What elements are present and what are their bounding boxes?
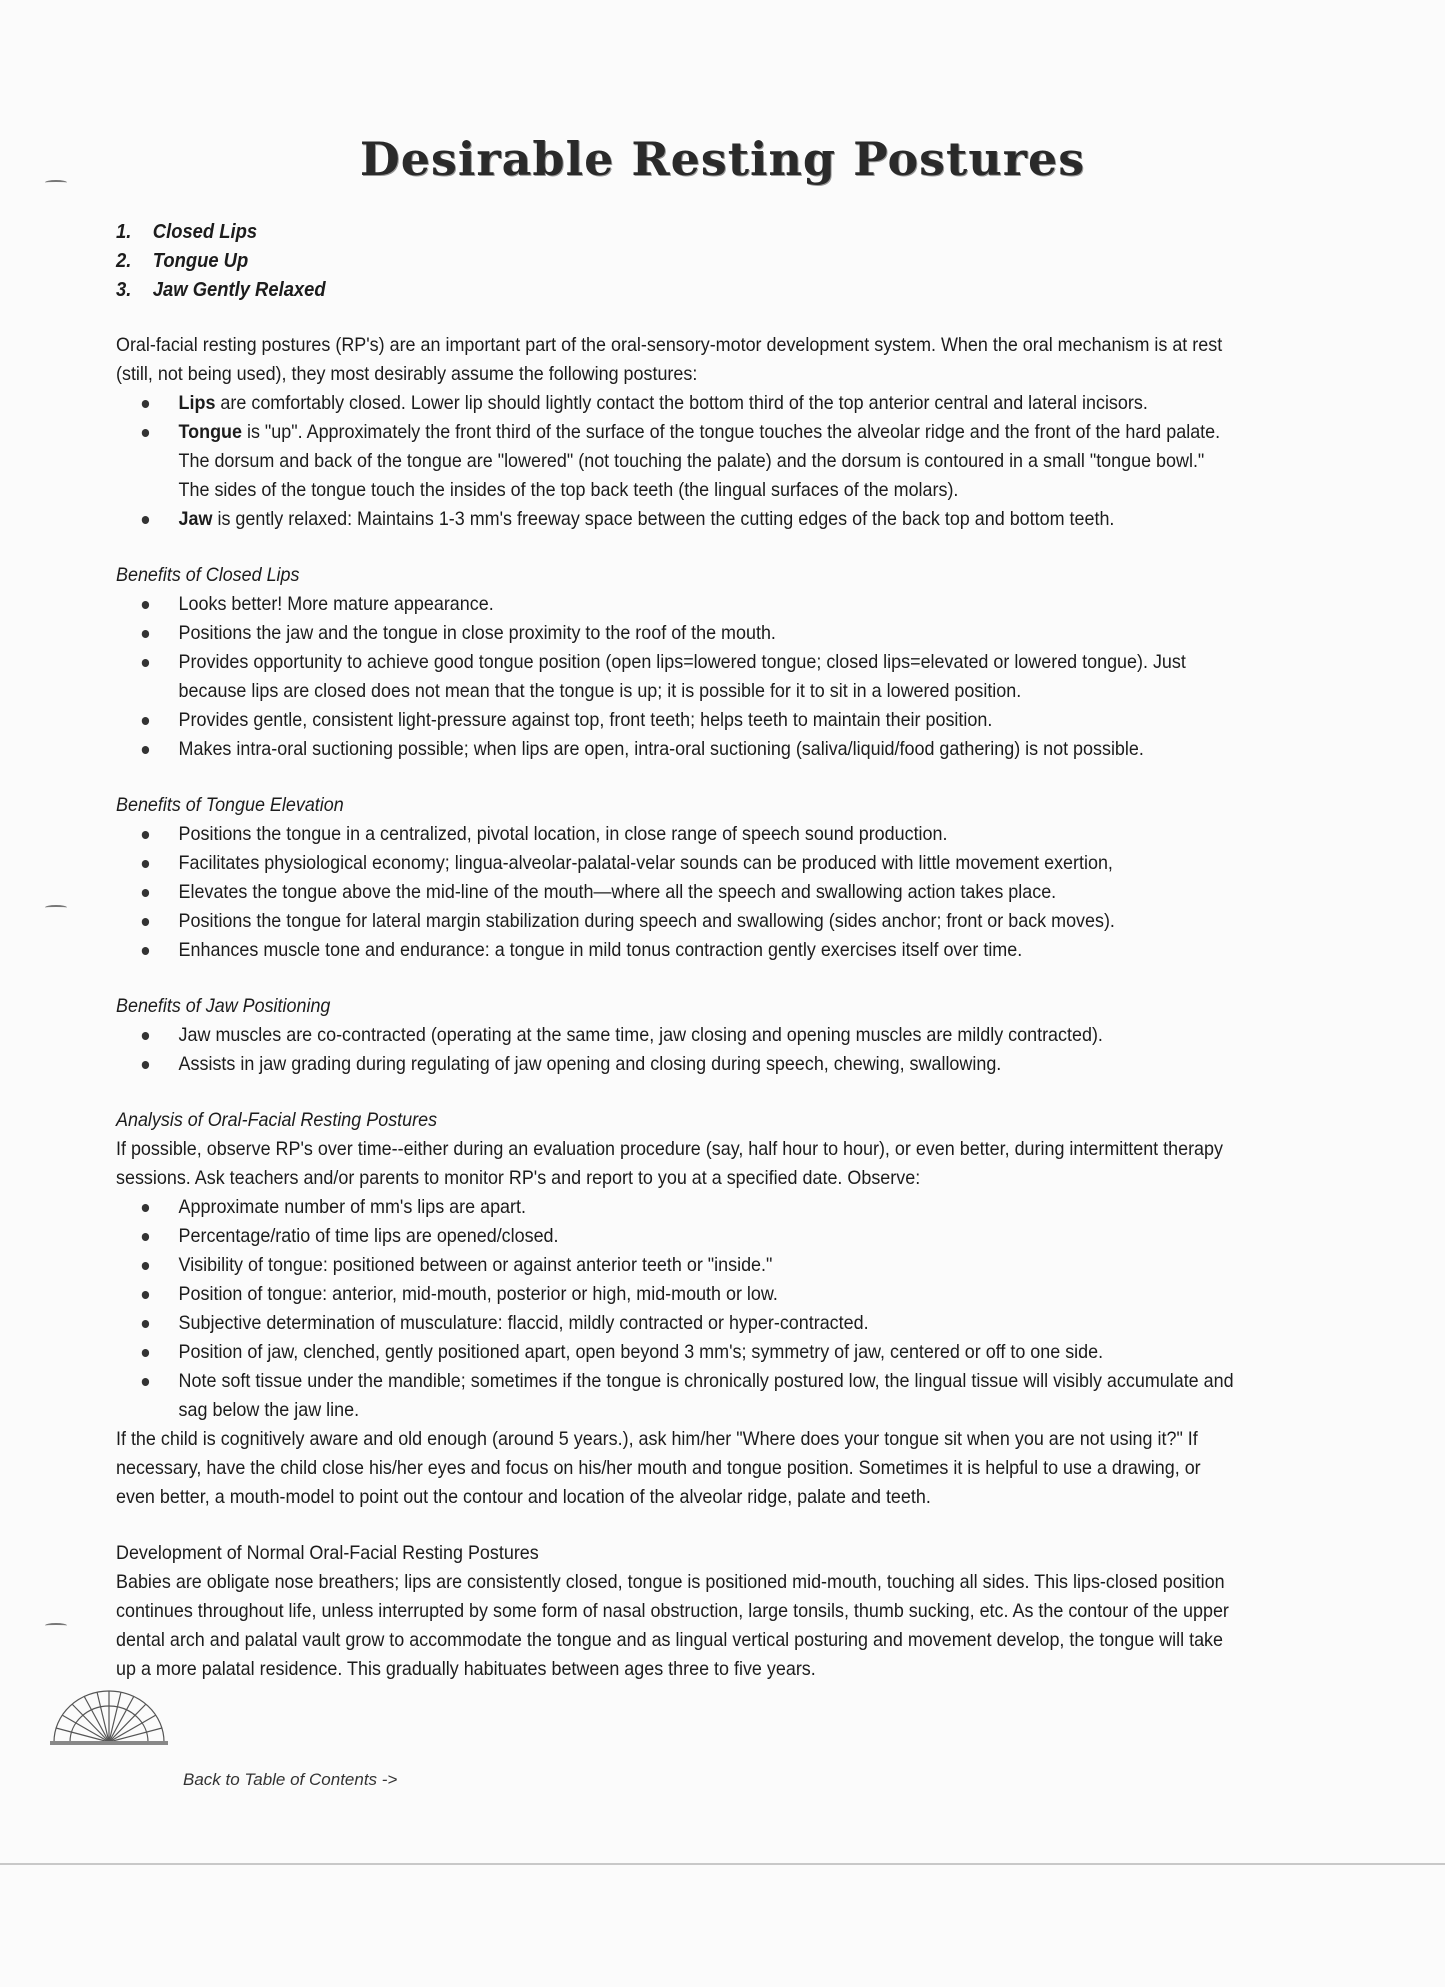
list-item: Subjective determination of musculature: flaccid, mildly contracted or hyper-contracted. — [179, 1309, 1234, 1338]
bullet-text: is "up". Approximately the front third of the surface of the tongue touches the alveolar ridge and the front of the hard palate. The dorsum and back of the tongue are "lowered" (not touching the palate) and the dorsum is contoured in a small "tongue bowl." The sides of the tongue touch the insides of the top back teeth (the lingual surfaces of the molars). — [178, 421, 1221, 501]
section-heading: Analysis of Oral-Facial Resting Postures — [116, 1109, 438, 1131]
resting-postures-list — [116, 218, 1234, 305]
list-item: Position of jaw, clenched, gently positioned apart, open beyond 3 mm's; symmetry of jaw, centered or off to one side. — [179, 1338, 1234, 1367]
list-item: Positions the tongue in a centralized, pivotal location, in close range of speech sound production. — [179, 820, 1234, 849]
list-item — [179, 505, 1234, 534]
section-tongue-elevation — [116, 791, 1234, 965]
list-number: 3. — [116, 279, 132, 301]
list-text: Tongue Up — [152, 250, 249, 272]
list-item — [179, 389, 1234, 418]
list-item: Positions the tongue for lateral margin stabilization during speech and swallowing (sides anchor; front or back moves). — [179, 907, 1234, 936]
list-number: 2. — [116, 250, 132, 272]
bullet-text: is gently relaxed: Maintains 1-3 mm's freeway space between the cutting edges of the back top and bottom teeth. — [212, 508, 1115, 530]
section-heading: Benefits of Jaw Positioning — [116, 995, 331, 1017]
scan-margin-mark — [45, 905, 67, 910]
section-heading: Development of Normal Oral-Facial Resting Postures — [116, 1542, 539, 1564]
list-number: 1. — [116, 221, 132, 243]
list-item: Provides gentle, consistent light-pressure against top, front teeth; helps teeth to maintain their position. — [179, 706, 1234, 735]
bullet-lead: Lips — [178, 392, 216, 414]
development-paragraph: Babies are obligate nose breathers; lips are consistently closed, tongue is positioned mid-mouth, touching all sides. This lips-closed position continues throughout life, unless interrupted by some form of nasal obstruction, large tonsils, thumb sucking, etc. As the contour of the upper dental arch and palatal vault grow to accommodate the tongue and as lingual vertical posturing and movement develop, the tongue will take up a more palatal residence. This gradually habituates between ages three to five years. — [116, 1571, 1229, 1680]
bullet-text: are comfortably closed. Lower lip should lightly contact the bottom third of the top anterior central and lateral incisors. — [215, 392, 1148, 414]
analysis-intro: If possible, observe RP's over time--either during an evaluation procedure (say, half hour to hour), or even better, during intermittent therapy sessions. Ask teachers and/or parents to monitor RP's and report to you at a specified date. Observe: — [116, 1138, 1223, 1189]
list-item: Assists in jaw grading during regulating of jaw opening and closing during speech, chewing, swallowing. — [179, 1050, 1234, 1079]
list-item — [179, 418, 1234, 505]
scan-edge-divider — [0, 1863, 1445, 1865]
list-item: Percentage/ratio of time lips are opened/closed. — [179, 1222, 1234, 1251]
bullet-list — [116, 590, 1234, 764]
bullet-list — [116, 1193, 1234, 1425]
list-item: Note soft tissue under the mandible; sometimes if the tongue is chronically postured low, the lingual tissue will visibly accumulate and sag below the jaw line. — [179, 1367, 1234, 1425]
list-item — [116, 247, 1234, 276]
intro-paragraph: Oral-facial resting postures (RP's) are an important part of the oral-sensory-motor development system. When the oral mechanism is at rest (still, not being used), they most desirably assume the following postures: — [116, 334, 1223, 385]
list-item: Looks better! More mature appearance. — [179, 590, 1234, 619]
section-heading: Benefits of Closed Lips — [116, 564, 300, 586]
section-analysis — [116, 1106, 1234, 1512]
section-heading: Benefits of Tongue Elevation — [116, 794, 344, 816]
section-development — [116, 1539, 1234, 1684]
list-item: Approximate number of mm's lips are apart. — [179, 1193, 1234, 1222]
list-item: Jaw muscles are co-contracted (operating at the same time, jaw closing and opening muscles are mildly contracted). — [179, 1021, 1234, 1050]
sunburst-logo-icon — [50, 1690, 168, 1746]
section-jaw-positioning — [116, 992, 1234, 1079]
scan-margin-mark — [45, 1623, 67, 1628]
list-item: Positions the jaw and the tongue in close proximity to the roof of the mouth. — [179, 619, 1234, 648]
list-item: Visibility of tongue: positioned between or against anterior teeth or "inside." — [179, 1251, 1234, 1280]
bullet-list — [116, 820, 1234, 965]
list-text: Closed Lips — [152, 221, 258, 243]
bullet-lead: Jaw — [178, 508, 213, 530]
section-closed-lips — [116, 561, 1234, 764]
list-item: Facilitates physiological economy; lingua-alveolar-palatal-velar sounds can be produced with little movement exertion, — [179, 849, 1234, 878]
list-item — [116, 218, 1234, 247]
list-item: Enhances muscle tone and endurance: a tongue in mild tonus contraction gently exercises itself over time. — [179, 936, 1234, 965]
list-item: Position of tongue: anterior, mid-mouth, posterior or high, mid-mouth or low. — [179, 1280, 1234, 1309]
bullet-lead: Tongue — [178, 421, 243, 443]
back-to-contents-link[interactable]: Back to Table of Contents -> — [183, 1770, 398, 1789]
analysis-closing: If the child is cognitively aware and old enough (around 5 years.), ask him/her "Where does your tongue sit when you are not using it?" If necessary, have the child close his/her eyes and focus on his/her mouth and tongue position. Sometimes it is helpful to use a drawing, or even better, a mouth-model to point out the contour and location of the alveolar ridge, palate and teeth. — [116, 1428, 1201, 1508]
page-title: Desirable Resting Postures — [359, 132, 1086, 186]
list-item: Provides opportunity to achieve good tongue position (open lips=lowered tongue; closed lips=elevated or lowered tongue). Just because lips are closed does not mean that the tongue is up; it is possible for it to sit in a lowered position. — [179, 648, 1234, 706]
intro-bullet-list — [116, 389, 1234, 534]
list-item — [116, 276, 1234, 305]
list-text: Jaw Gently Relaxed — [152, 279, 326, 301]
document-body — [116, 218, 1234, 1684]
list-item: Makes intra-oral suctioning possible; when lips are open, intra-oral suctioning (saliva/liquid/food gathering) is not possible. — [179, 735, 1234, 764]
bullet-list — [116, 1021, 1234, 1079]
list-item: Elevates the tongue above the mid-line of the mouth—where all the speech and swallowing action takes place. — [179, 878, 1234, 907]
